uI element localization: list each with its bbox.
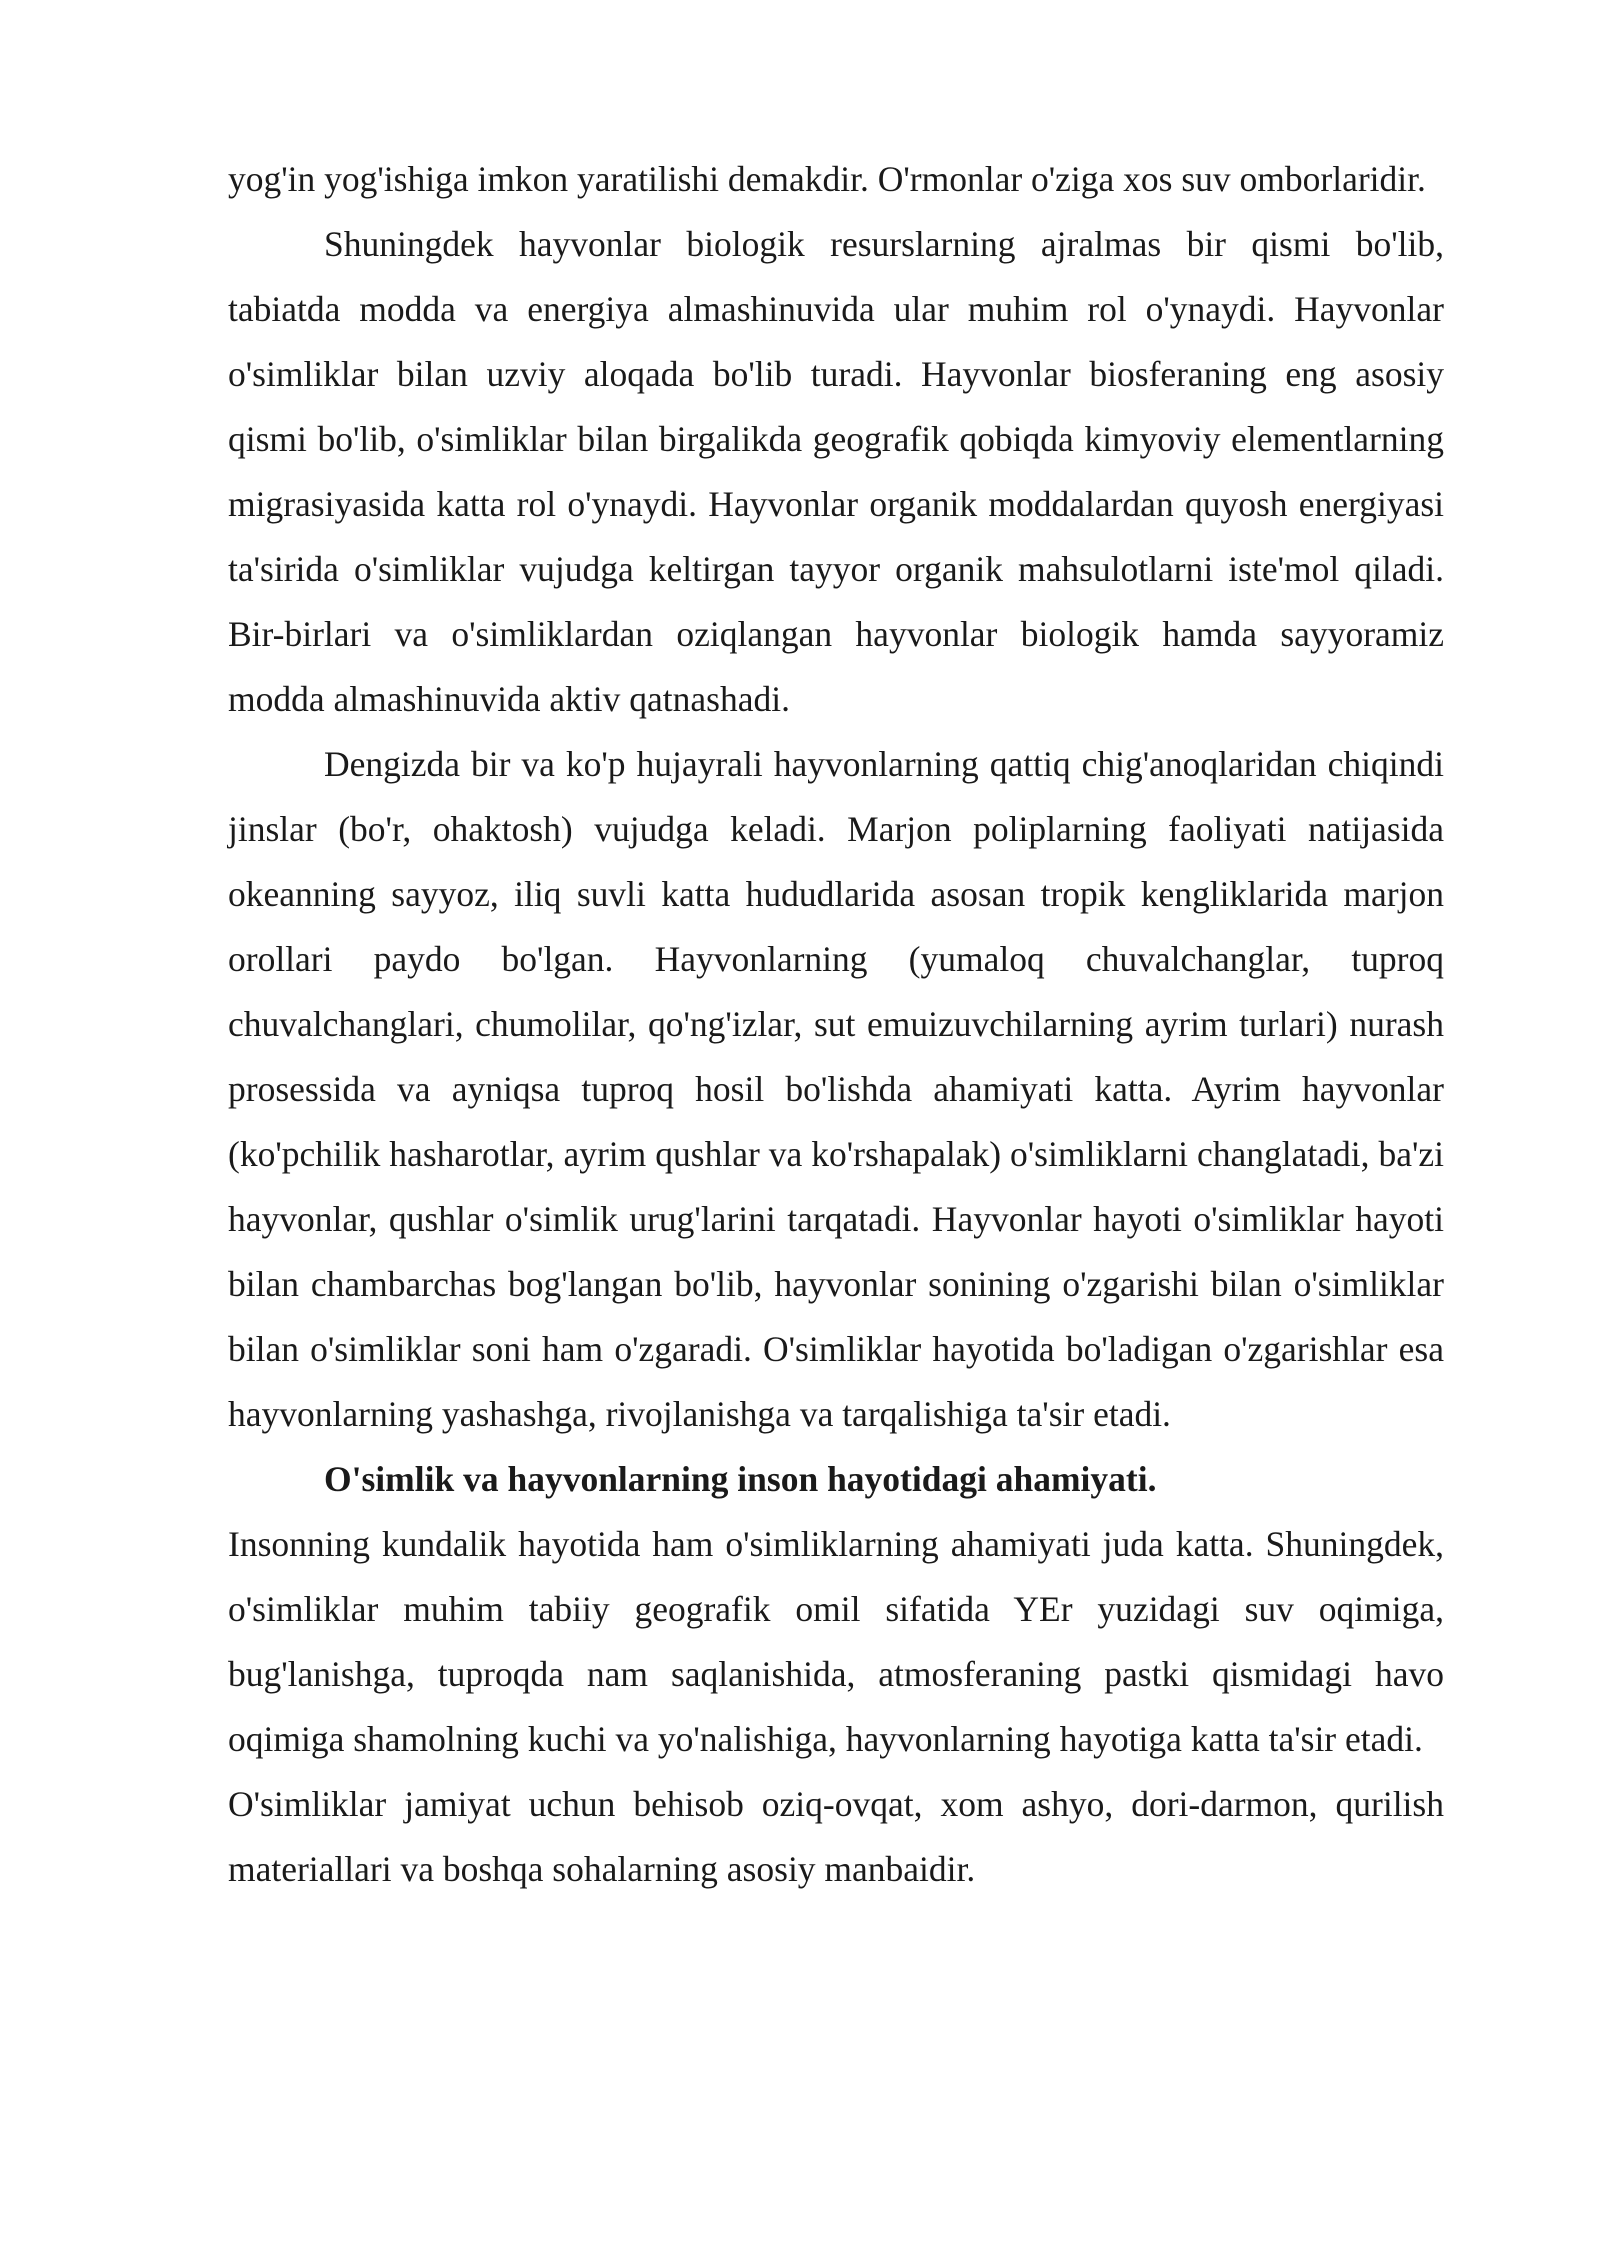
document-page	[228, 147, 1444, 1902]
paragraph-animals-biological-resources: Shuningdek hayvonlar biologik resurslarning ajralmas bir qismi bo'lib, tabiatda modda va energiya almashinuvida ular muhim rol o'ynaydi. Hayvonlar o'simliklar bilan uzviy aloqada bo'lib turadi. Hayvonlar biosferaning eng asosiy qismi bo'lib, o'simliklar bilan birgalikda geografik qobiqda kimyoviy elementlarning migrasiyasida katta rol o'ynaydi. Hayvonlar organik moddalardan quyosh energiyasi ta'sirida o'simliklar vujudga keltirgan tayyor organik mahsulotlarni iste'mol qiladi. Bir-birlari va o'simliklardan oziqlangan hayvonlar biologik hamda sayyoramiz modda almashinuvida aktiv qatnashadi.	[228, 224, 1444, 719]
paragraph-sea-animals: Dengizda bir va ko'p hujayrali hayvonlarning qattiq chig'anoqlaridan chiqindi jinslar (bo'r, ohaktosh) vujudga keladi. Marjon poliplarning faoliyati natijasida okeanning sayyoz, iliq suvli katta hududlarida asosan tropik kengliklarida marjon orollari paydo bo'lgan. Hayvonlarning (yumaloq chuvalchanglar, tuproq chuvalchanglari, chumolilar, qo'ng'izlar, sut emuizuvchilarning ayrim turlari) nurash prosessida va ayniqsa tuproq hosil bo'lishda ahamiyati katta. Ayrim hayvonlar (ko'pchilik hasharotlar, ayrim qushlar va ko'rshapalak) o'simliklarni changlatadi, ba'zi hayvonlar, qushlar o'simlik urug'larini tarqatadi. Hayvonlar hayoti o'simliklar hayoti bilan chambarchas bog'langan bo'lib, hayvonlar sonining o'zgarishi bilan o'simliklar bilan o'simliklar soni ham o'zgaradi. O'simliklar hayotida bo'ladigan o'zgarishlar esa hayvonlarning yashashga, rivojlanishga va tarqalishiga ta'sir etadi.	[228, 744, 1444, 1434]
paragraph-human-life: Insonning kundalik hayotida ham o'simliklarning ahamiyati juda katta. Shuningdek, o'simliklar muhim tabiiy geografik omil sifatida YEr yuzidagi suv oqimiga, bug'lanishga, tuproqda nam saqlanishida, atmosferaning pastki qismidagi havo oqimiga shamolning kuchi va yo'nalishiga, hayvonlarning hayotiga katta ta'sir etadi.	[228, 1524, 1444, 1759]
section-heading: O'simlik va hayvonlarning inson hayotidagi ahamiyati.	[324, 1459, 1157, 1499]
paragraph-plants-resources: O'simliklar jamiyat uchun behisob oziq-ovqat, xom ashyo, dori-darmon, qurilish materiallari va boshqa sohalarning asosiy manbaidir.	[228, 1784, 1444, 1889]
paragraph-continuation: yog'in yog'ishiga imkon yaratilishi demakdir. O'rmonlar o'ziga xos suv omborlaridir.	[228, 159, 1426, 199]
